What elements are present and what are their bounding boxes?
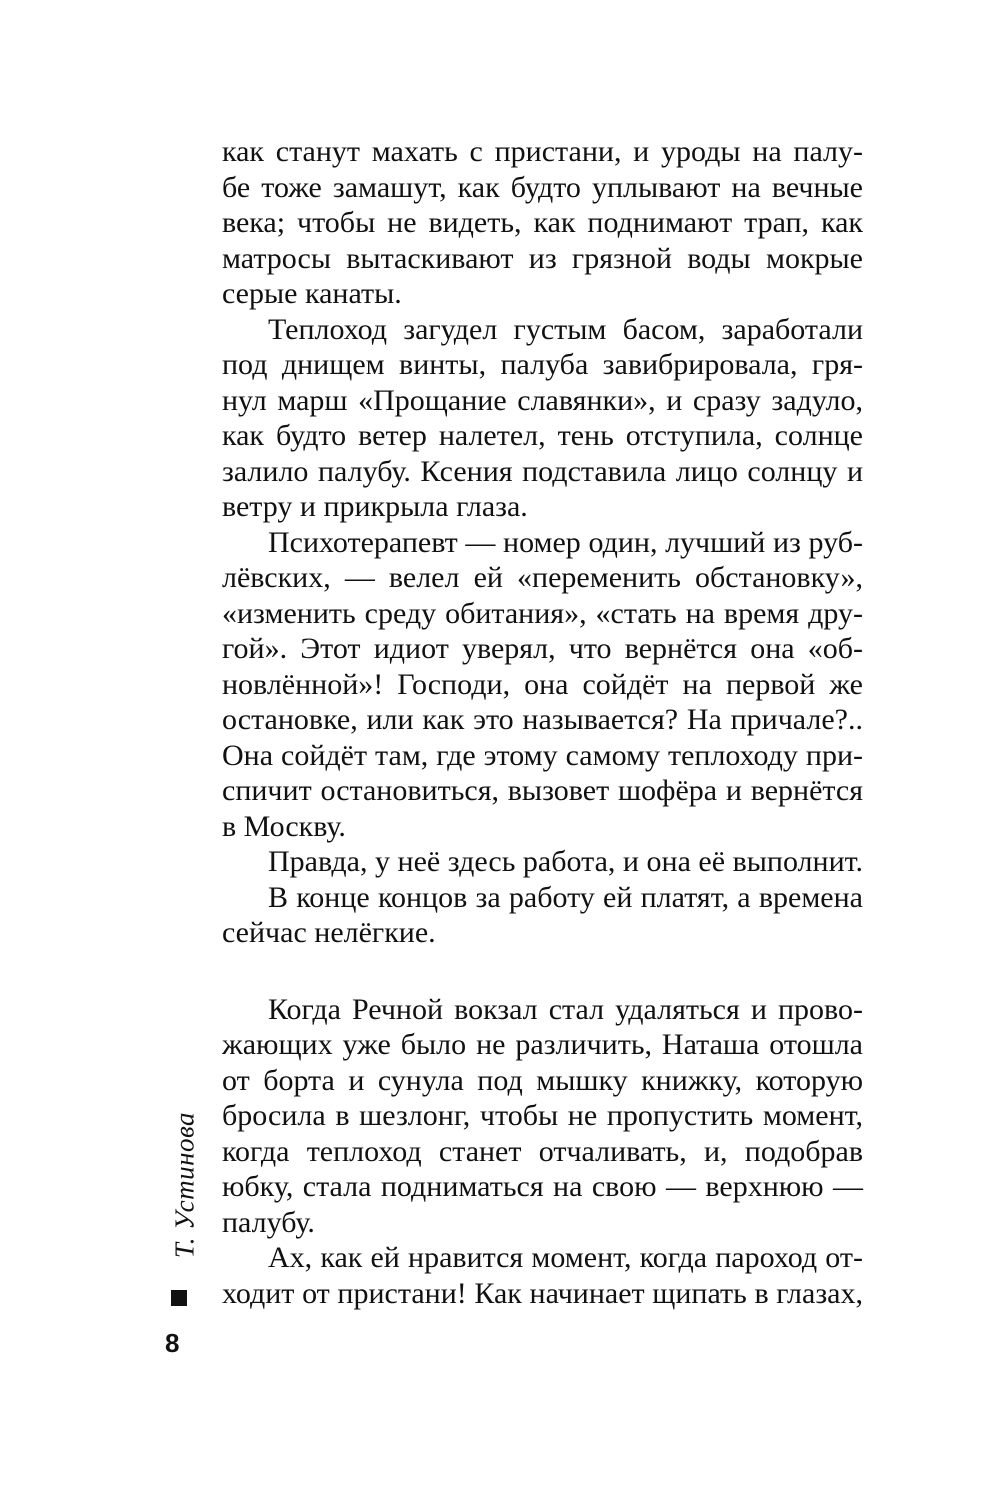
margin-square-marker — [171, 1290, 187, 1306]
paragraph-start-line: Теплоход загудел густым басом, заработали — [268, 313, 863, 346]
text-line: палубу. — [222, 1206, 315, 1239]
text-line: как будто ветер налетел, тень отступила, солнце — [222, 419, 863, 452]
text-line: под днищем винты, палуба завибрировала, гря- — [222, 348, 863, 381]
text-line: матросы вытаскивают из грязной воды мокрые — [222, 242, 863, 275]
text-line: сейчас нелёгкие. — [222, 916, 436, 949]
text-line: от борта и сунула под мышку книжку, которую — [222, 1064, 863, 1097]
text-line: спичит остановиться, вызовет шофёра и вернётся — [222, 774, 863, 807]
text-line: серые канаты. — [222, 277, 402, 310]
text-line: бросила в шезлонг, чтобы не пропустить момент, — [222, 1099, 863, 1132]
text-line: нул марш «Прощание славянки», и сразу задуло, — [222, 384, 863, 417]
text-line: юбку, стала подниматься на свою — верхнюю — — [222, 1170, 863, 1203]
text-line: жающих уже было не различить, Наташа отошла — [222, 1028, 863, 1061]
text-line: Она сойдёт там, где этому самому теплоходу при- — [222, 739, 863, 772]
text-line: остановке, или как это называется? На причале?.. — [222, 703, 863, 736]
text-line: бе тоже замашут, как будто уплывают на вечные — [222, 171, 863, 204]
paragraph-start-line: Ах, как ей нравится момент, когда пароход от- — [268, 1241, 863, 1274]
page-number: 8 — [165, 1328, 180, 1358]
text-line: залило палубу. Ксения подставила лицо солнцу и — [222, 455, 863, 488]
text-line: как станут махать с пристани, и уроды на палу- — [222, 135, 863, 168]
text-line: гой». Этот идиот уверял, что вернётся она «об- — [222, 632, 863, 665]
paragraph-start-line: В конце концов за работу ей платят, а времена — [268, 881, 863, 914]
text-line: ветру и прикрыла глаза. — [222, 490, 528, 523]
text-line: когда теплоход станет отчаливать, и, подобрав — [222, 1135, 863, 1168]
text-line: новлённой»! Господи, она сойдёт на первой же — [222, 668, 863, 701]
text-line: в Москву. — [222, 810, 346, 843]
text-line: ходит от пристани! Как начинает щипать в глазах, — [222, 1277, 863, 1310]
running-head-author: Т. Устинова — [169, 1111, 200, 1259]
paragraph-start-line: Когда Речной вокзал стал удаляться и прово- — [268, 993, 863, 1026]
paragraph-start-line: Правда, у неё здесь работа, и она её выполнит. — [268, 845, 863, 878]
paragraph-start-line: Психотерапевт — номер один, лучший из руб- — [268, 526, 863, 559]
text-line: лёвских, — велел ей «переменить обстановку», — [222, 561, 863, 594]
text-line: века; чтобы не видеть, как поднимают трап, как — [222, 206, 863, 239]
text-line: «изменить среду обитания», «стать на время дру- — [222, 597, 863, 630]
